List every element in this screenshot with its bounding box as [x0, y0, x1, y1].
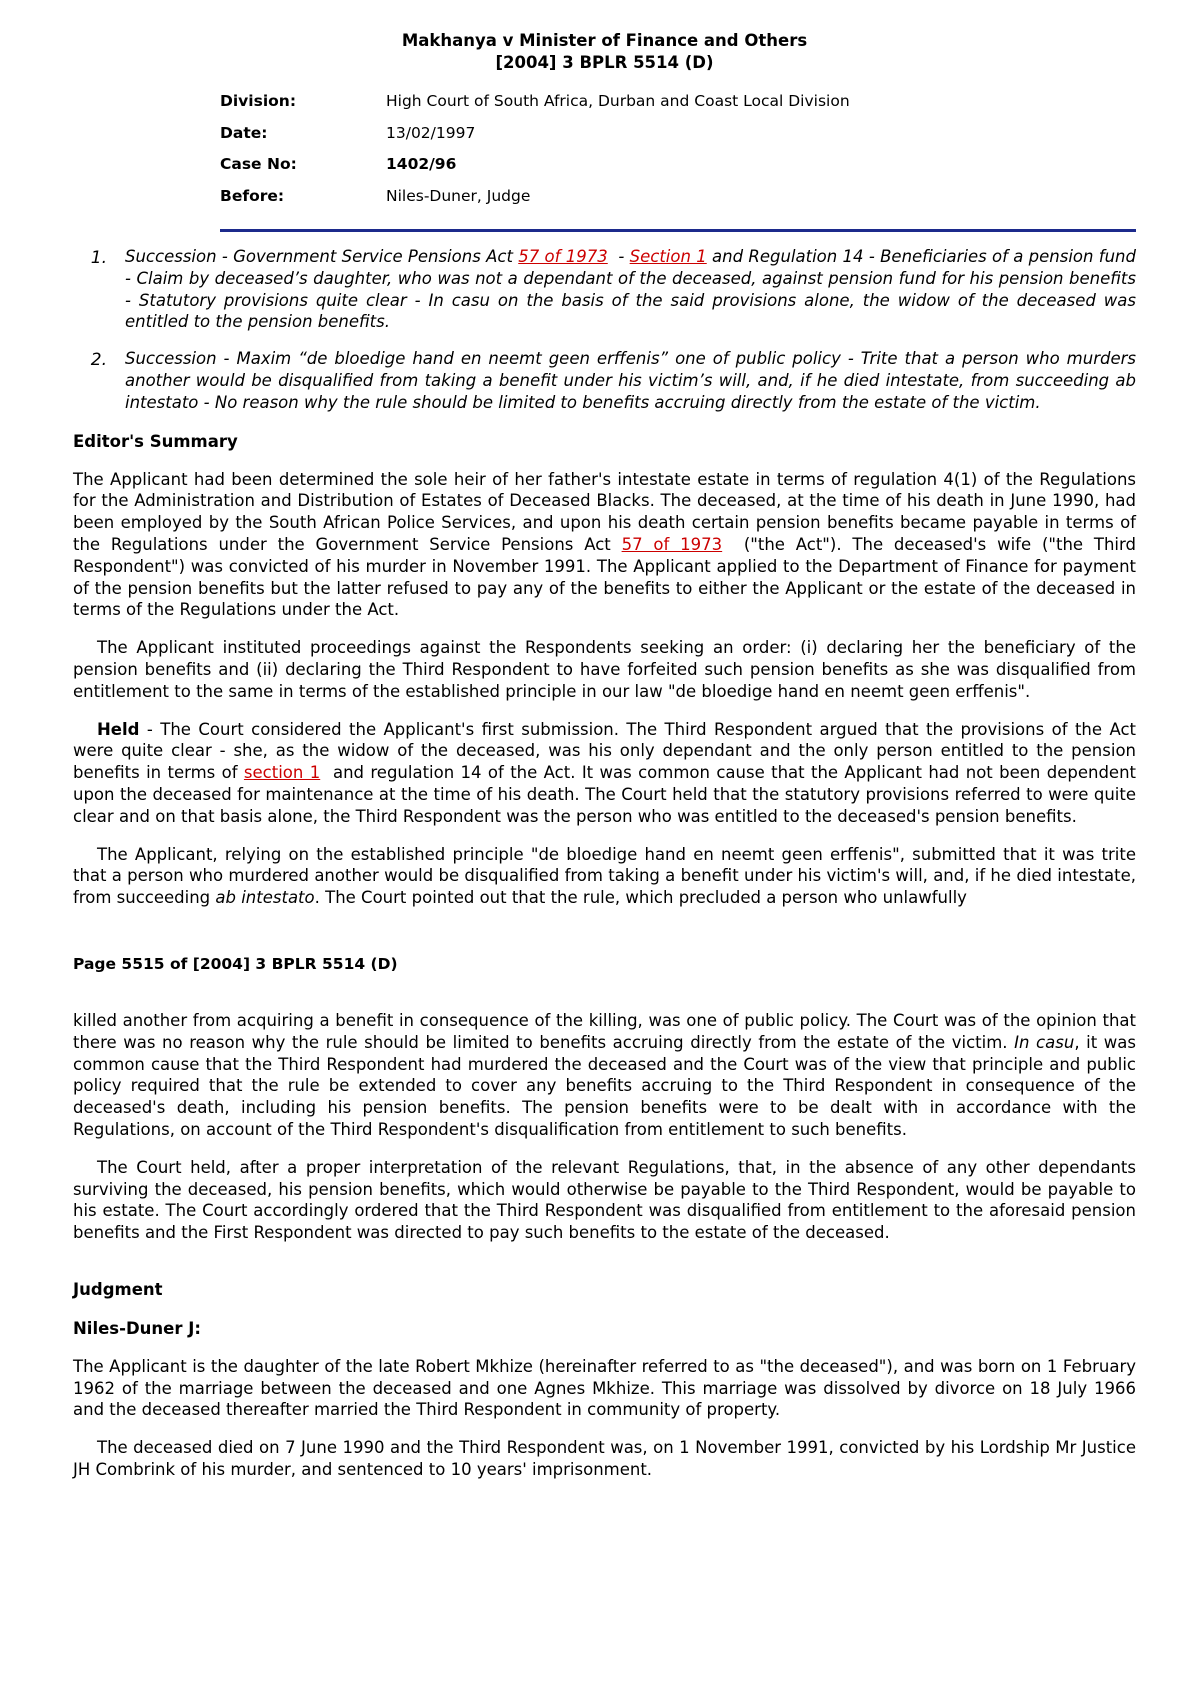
- summary-paragraph: The Applicant instituted proceedings against the Respondents seeking an order: (i) declaring her the beneficiary of the pension benefits and (ii) declaring the Third Respondent to have forfeited such pension benefits as she was disqualified from entitlement to the same in terms of the established principle in our law "de bloedige hand en neemt geen erffenis".: [73, 638, 1136, 701]
- summary-paragraph: [73, 1010, 1136, 1141]
- paragraph-text: ("the Act"). The deceased's wife ("the Third Respondent") was convicted of his murder in November 1991. The Applicant applied to the Department of Finance for payment of the pension benefits but the latter refused to pay any of the benefits to either the Applicant or the estate of the deceased in terms of the Regulations under the Act.: [73, 534, 1142, 620]
- before-label: Before:: [220, 186, 285, 205]
- judgment-heading: Judgment: [73, 1279, 163, 1299]
- flynote-number: 2.: [90, 350, 107, 371]
- meta-date-row: [220, 124, 1136, 156]
- editors-summary-heading: Editor's Summary: [73, 431, 238, 451]
- document-page: [73, 0, 1142, 1481]
- division-value: High Court of South Africa, Durban and Coast Local Division: [386, 92, 850, 110]
- case-citation: [2004] 3 BPLR 5514 (D): [495, 53, 714, 72]
- paragraph-text: . The Court pointed out that the rule, which precluded a person who unlawfully: [314, 888, 967, 908]
- paragraph-text: killed another from acquiring a benefit in consequence of the killing, was one of public policy. The Court was of the opinion that there was no reason why the rule should be limited to benefits accruing directly from the estate of the victim.: [73, 1010, 1136, 1052]
- meta-before-row: [220, 187, 1136, 219]
- page-marker: Page 5515 of [2004] 3 BPLR 5514 (D): [73, 954, 398, 973]
- summary-paragraph: [73, 469, 1142, 622]
- paragraph-text: The Applicant, relying on the established principle "de bloedige hand en neemt geen erffenis", submitted that it was trite that a person who murdered another would be disqualified from taking a benefit under his victim's will, and, if he died intestate, from succeeding: [73, 844, 1136, 908]
- held-label: Held: [97, 719, 140, 739]
- case-name: Makhanya v Minister of Finance and Others: [401, 31, 808, 50]
- flynote-text-part: -: [607, 247, 630, 266]
- flynote-text-part: Succession - Government Service Pensions Act: [125, 247, 519, 266]
- flynote-text: [125, 246, 1136, 333]
- summary-paragraph: [73, 719, 1142, 828]
- caseno-label: Case No:: [220, 155, 297, 173]
- act-57-1973-link[interactable]: 57 of 1973: [518, 247, 608, 266]
- meta-division-row: [220, 92, 1136, 124]
- date-label: Date:: [220, 123, 268, 142]
- section-1-link[interactable]: section 1: [243, 763, 321, 783]
- flynotes-list: [73, 246, 1136, 414]
- section-1-link[interactable]: Section 1: [629, 247, 707, 266]
- paragraph-text: - The Court considered the Applicant's first submission. The Third Respondent argued that the provisions of the Act were quite clear - she, as the widow of the deceased, was his only dependant and the only person entitled to the pension benefits in terms of: [73, 719, 1136, 783]
- summary-paragraph: The Court held, after a proper interpretation of the relevant Regulations, that, in the absence of any other dependants surviving the deceased, his pension benefits, which would otherwise be payable to the Third Respondent, would be payable to his estate. The Court accordingly ordered that the Third Respondent was disqualified from entitlement to the aforesaid pension benefits and the First Respondent was directed to pay such benefits to the estate of the deceased.: [73, 1157, 1136, 1243]
- paragraph-text: The Applicant had been determined the sole heir of her father's intestate estate in terms of regulation 4(1) of the Regulations for the Administration and Distribution of Estates of Deceased Blacks. The deceased, at the time of his death in June 1990, had been employed by the South African Police Services, and upon his death certain pension benefits became payable in terms of the Regulations under the Government Service Pensions Act: [73, 469, 1136, 554]
- case-title: [73, 30, 1136, 74]
- summary-paragraph: [73, 844, 1136, 909]
- flynote-item: [73, 348, 1136, 413]
- flynote-number: 1.: [90, 248, 107, 268]
- header-divider: [220, 229, 1136, 232]
- flynote-text: Succession - Maxim “de bloedige hand en neemt geen erffenis” one of public policy - Trite that a person who murders another would be disqualified from taking a benefit under his victim’s will, and, if he died intestate, from succeeding ab intestato - No reason why the rule should be limited to benefits accruing directly from the estate of the victim.: [125, 349, 1136, 412]
- meta-caseno-row: [220, 155, 1136, 187]
- paragraph-text: and regulation 14 of the Act. It was common cause that the Applicant had not been dependent upon the deceased for maintenance at the time of his death. The Court held that the statutory provisions referred to were quite clear and on that basis alone, the Third Respondent was the person who was entitled to the deceased's pension benefits.: [73, 763, 1142, 826]
- latin-term: ab intestato: [215, 888, 315, 908]
- judgment-paragraph: The deceased died on 7 June 1990 and the Third Respondent was, on 1 November 1991, convicted by his Lordship Mr Justice JH Combrink of his murder, and sentenced to 10 years' imprisonment.: [73, 1438, 1136, 1480]
- act-57-1973-link[interactable]: 57 of 1973: [621, 534, 723, 554]
- paragraph-text: , it was common cause that the Third Respondent had murdered the deceased and the Court was of the view that principle and public policy required that the rule be extended to cover any benefits accruing to the Third Respondent in consequence of the deceased's death, including his pension benefits. The pension benefits were to be dealt with in accordance with the Regulations, on account of the Third Respondent's disqualification from entitlement to such benefits.: [73, 1032, 1137, 1139]
- caseno-value: 1402/96: [386, 155, 457, 173]
- division-label: Division:: [220, 92, 297, 110]
- date-value: 13/02/1997: [386, 123, 476, 142]
- latin-term: In casu: [1014, 1032, 1075, 1052]
- case-metadata: [220, 92, 1136, 218]
- judgment-paragraph: The Applicant is the daughter of the late Robert Mkhize (hereinafter referred to as "the deceased"), and was born on 1 February 1962 of the marriage between the deceased and one Agnes Mkhize. This marriage was dissolved by divorce on 18 July 1966 and the deceased thereafter married the Third Respondent in community of property.: [73, 1356, 1136, 1420]
- before-value: Niles-Duner, Judge: [386, 186, 531, 205]
- judge-name: Niles-Duner J:: [73, 1318, 201, 1338]
- flynote-text-part: and Regulation 14 - Beneficiaries of a pension fund - Claim by deceased’s daughter, who was not a dependant of the deceased, against pension fund for his pension benefits - Statutory provisions quite clear - In casu on the basis of the said provisions alone, the widow of the deceased was entitled to the pension benefits.: [125, 247, 1136, 332]
- flynote-item: [73, 246, 1136, 333]
